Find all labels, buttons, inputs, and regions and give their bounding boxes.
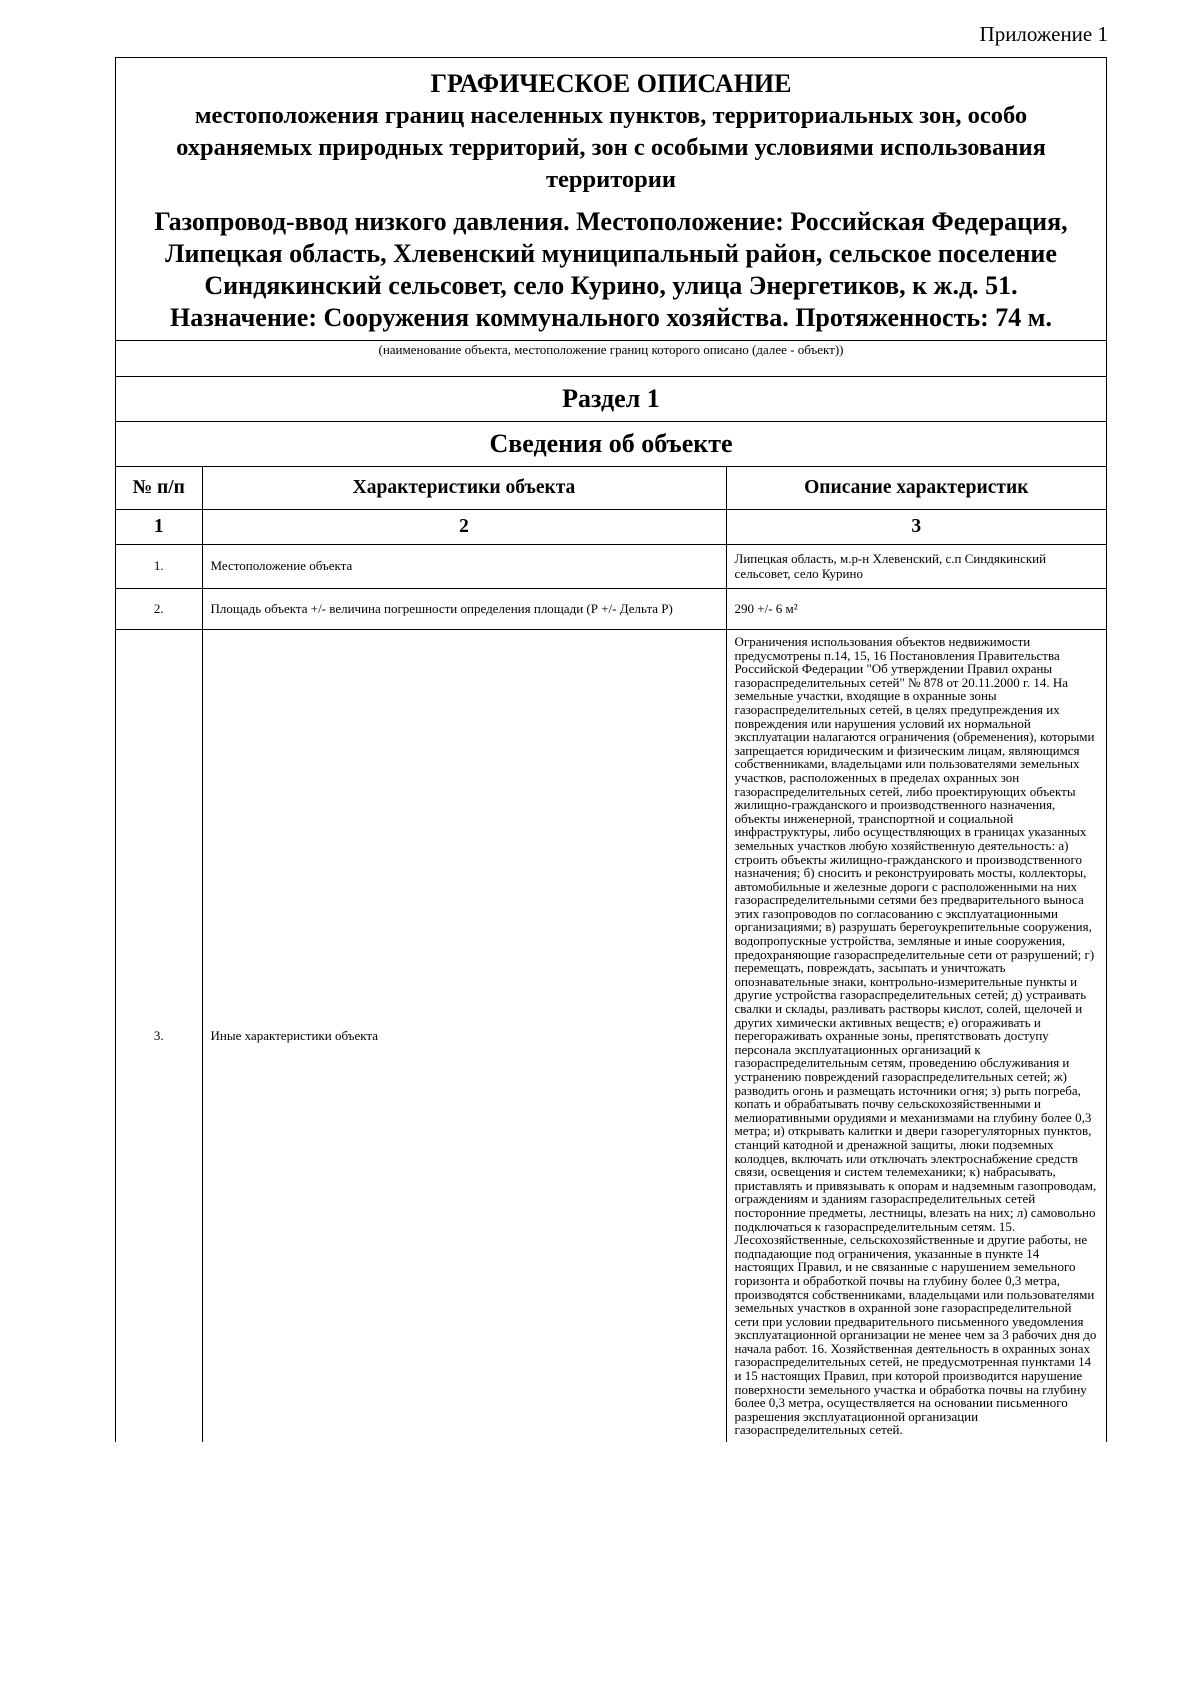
section-title: Сведения об объекте bbox=[116, 421, 1106, 466]
object-info-table bbox=[116, 466, 1106, 1442]
table-row bbox=[116, 589, 1106, 630]
table-header-row bbox=[116, 467, 1106, 510]
table-row bbox=[116, 545, 1106, 589]
section-number: Раздел 1 bbox=[116, 376, 1106, 421]
row-characteristic: Иные характеристики объекта bbox=[202, 630, 726, 1443]
document-frame bbox=[115, 57, 1107, 1442]
column-number-row bbox=[116, 510, 1106, 545]
document-subtitle: местоположения границ населенных пунктов, территориальных зон, особо охраняемых природных территорий, зон с особыми условиями использования территории bbox=[176, 102, 1046, 193]
row-value: Липецкая область, м.р-н Хлевенский, с.п Синдякинский сельсовет, село Курино bbox=[726, 545, 1106, 589]
header-num: № п/п bbox=[116, 467, 202, 510]
header-characteristic: Характеристики объекта bbox=[202, 467, 726, 510]
row-number: 1. bbox=[116, 545, 202, 589]
row-characteristic: Площадь объекта +/- величина погрешности определения площади (Р +/- Дельта Р) bbox=[202, 589, 726, 630]
table-row bbox=[116, 630, 1106, 1443]
row-number: 3. bbox=[116, 630, 202, 1443]
column-number-3: 3 bbox=[726, 510, 1106, 545]
annex-label: Приложение 1 bbox=[979, 22, 1108, 46]
object-description: Газопровод-ввод низкого давления. Местоположение: Российская Федерация, Липецкая область, Хлевенский муниципальный район, сельское поселение Синдякинский сельсовет, село Курино, улица Энергетиков, к ж.д. 51. Назначение: Сооружения коммунального хозяйства. Протяженность: 74 м. bbox=[154, 207, 1068, 332]
header-description: Описание характеристик bbox=[726, 467, 1106, 510]
row-characteristic: Местоположение объекта bbox=[202, 545, 726, 589]
row-value: 290 +/- 6 м² bbox=[726, 589, 1106, 630]
row-value: Ограничения использования объектов недвижимости предусмотрены п.14, 15, 16 Постановления Правительства Российской Федерации "Об утверждении Правил охраны газораспределительных сетей" № 878 от 20.11.2000 г. 14. На земельные участки, входящие в охранные зоны газораспределительных сетей, в целях предупреждения их повреждения или нарушения условий их нормальной эксплуатации налагаются ограничения (обременения), которыми запрещается юридическим и физическим лицам, являющимся собственниками, владельцами или пользователями земельных участков, расположенных в пределах охранных зон газораспределительных сетей, либо проектирующих объекты жилищно-гражданского и производственного назначения, объекты инженерной, транспортной и социальной инфраструктуры, либо осуществляющих в границах указанных земельных участков любую хозяйственную деятельность: а) строить объекты жилищно-гражданского и производственного назначения; б) сносить и реконструировать мосты, коллекторы, автомобильные и железные дороги с расположенными на них газораспределительными сетями без предварительного выноса этих газопроводов по согласованию с эксплуатационными организациями; в) разрушать берегоукрепительные сооружения, водопропускные устройства, земляные и иные сооружения, предохраняющие газораспределительные сети от разрушений; г) перемещать, повреждать, засыпать и уничтожать опознавательные знаки, контрольно-измерительные пункты и другие устройства газораспределительных сетей; д) устраивать свалки и склады, разливать растворы кислот, солей, щелочей и других химически активных веществ; е) огораживать и перегораживать охранные зоны, препятствовать доступу персонала эксплуатационных организаций к газораспределительным сетям, проведению обслуживания и устранению повреждений газораспределительных сетей; ж) разводить огонь и размещать источники огня; з) рыть погреба, копать и обрабатывать почву сельскохозяйственными и мелиоративными орудиями и механизмами на глубину более 0,3 метра; и) открывать калитки и двери газорегуляторных пунктов, станций катодной и дренажной защиты, люки подземных колодцев, включать или отключать электроснабжение средств связи, освещения и систем телемеханики; к) набрасывать, приставлять и привязывать к опорам и надземным газопроводам, ограждениям и зданиям газораспределительных сетей посторонние предметы, лестницы, влезать на них; л) самовольно подключаться к газораспределительным сетям. 15. Лесохозяйственные, сельскохозяйственные и другие работы, не подпадающие под ограничения, указанные в пункте 14 настоящих Правил, и не связанные с нарушением земельного горизонта и обработкой почвы на глубину более 0,3 метра, производятся собственниками, владельцами или пользователями земельных участков в охранной зоне газораспределительной сети при условии предварительного письменного уведомления эксплуатационной организации не менее чем за 3 рабочих дня до начала работ. 16. Хозяйственная деятельность в охранных зонах газораспределительных сетей, не предусмотренная пунктами 14 и 15 настоящих Правил, при которой производится нарушение поверхности земельного участка и обработка почвы на глубину более 0,3 метра, осуществляется на основании письменного разрешения эксплуатационной организации газораспределительных сетей. bbox=[726, 630, 1106, 1443]
document-title: ГРАФИЧЕСКОЕ ОПИСАНИЕ bbox=[430, 69, 792, 98]
column-number-1: 1 bbox=[116, 510, 202, 545]
document-header bbox=[116, 58, 1106, 340]
column-number-2: 2 bbox=[202, 510, 726, 545]
object-caption: (наименование объекта, местоположение границ которого описано (далее - объект)) bbox=[116, 340, 1106, 376]
row-number: 2. bbox=[116, 589, 202, 630]
